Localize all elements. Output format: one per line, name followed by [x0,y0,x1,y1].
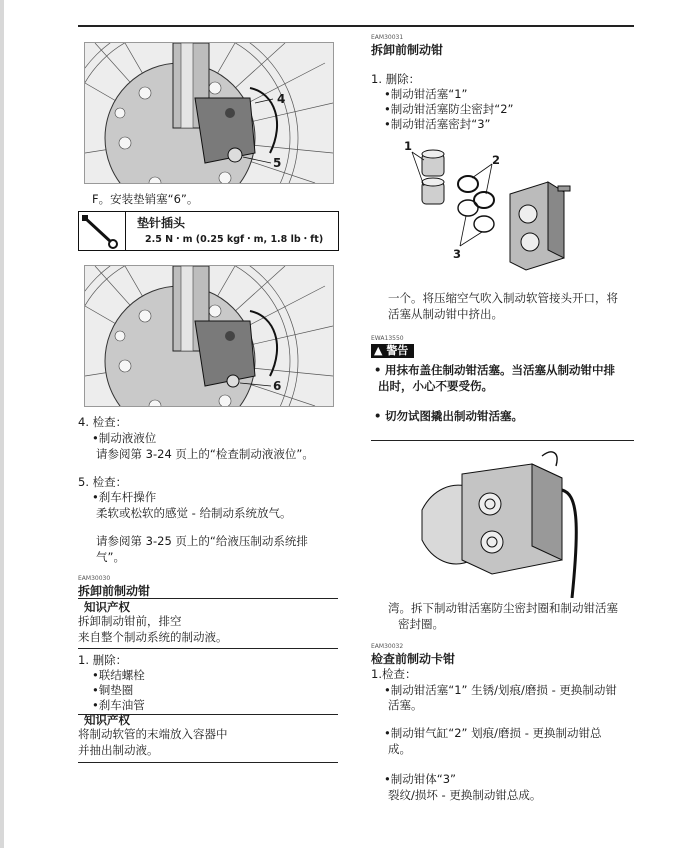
right-remove-item-3: •制动钳活塞密封“3” [384,117,491,131]
step5-item: •刹车杆操作 [92,490,157,504]
section-title: 拆卸前制动钳 [78,584,151,598]
inspect-item-3-line-2: 裂纹/损坏 - 更换制动钳总成。 [388,788,542,802]
inspect-item-2-line-1: •制动钳气缸“2” 划痕/磨损 - 更换制动钳总 [384,726,602,740]
wheel-caliper-illustration-2 [85,266,333,406]
tip-line-1: 拆卸制动钳前，排空 [78,614,182,628]
page-edge [0,0,4,848]
remove-item-1: •联结螺栓 [92,668,145,682]
figure-piston-seals [398,138,598,278]
callout-3: 3 [453,247,462,261]
step-f-text: F。安装垫销塞“6”。 [92,192,199,206]
warning-bullet-1: • [374,363,382,377]
caption2-line-2: 密封圈。 [398,617,444,631]
step4-title: 4. 检查： [78,415,128,429]
torque-wrench-icon [79,212,126,250]
warning-end-rule [371,440,634,441]
inspect-item-2-line-2: 成。 [388,742,411,756]
caption-line-2: 活塞从制动钳中挤出。 [388,307,503,321]
right-section-code: EAM30031 [371,34,404,41]
tip-title: 知识产权 [84,600,130,614]
caption-line-1: 一个。将压缩空气吹入制动软管接头开口，将 [388,291,618,305]
caption2-line-1: 湾。拆下制动钳活塞防尘密封圈和制动钳活塞 [388,601,618,615]
warning-1-line-2: 出时，小心不要受伤。 [378,379,493,393]
inspect-item-1-line-1: •制动钳活塞“1” 生锈/划痕/磨损 - 更换制动钳 [384,683,617,697]
tip-end-rule [78,648,338,649]
step4-ref: 请参阅第 3-24 页上的“检查制动液液位”。 [96,447,314,461]
inspect-item-1-line-2: 活塞。 [388,698,423,712]
right-remove-item-1: •制动钳活塞“1” [384,87,468,101]
tip2-title: 知识产权 [84,713,130,727]
torque-spec-box [78,211,339,251]
callout-2: 2 [492,153,501,167]
tip2-line-2: 并抽出制动液。 [78,743,159,757]
step5-title: 5. 检查： [78,475,128,489]
warning-1-line-1: 用抹布盖住制动钳活塞。当活塞从制动钳中排 [385,363,615,377]
hand-caliper-illustration [412,450,592,598]
torque-value: 2.5 N・m (0.25 kgf・m, 1.8 lb・ft) [145,234,324,245]
step5-ref-line1: 请参阅第 3-25 页上的“给液压制动系统排 [96,534,308,548]
header-rule [78,25,634,27]
right-remove-item-2: •制动钳活塞防尘密封“2” [384,102,514,116]
right-remove-step: 1. 删除： [371,72,421,86]
inspect-item-3-line-1: •制动钳体“3” [384,772,457,786]
callout-1: 1 [404,139,413,153]
warning-badge [371,344,414,358]
callout-6: 6 [273,379,282,393]
callout-4: 4 [277,92,286,106]
figure-seal-removal [412,450,592,598]
inspect-section-code: EAM30032 [371,643,404,650]
right-section-title: 拆卸前制动钳 [371,43,444,57]
step5-result: 柔软或松软的感觉 - 给制动系统放气。 [96,506,292,520]
warning-code: EWA13550 [371,335,404,342]
tip2-line-1: 将制动软管的末端放入容器中 [78,727,228,741]
section-code: EAM30030 [78,575,111,582]
warning-triangle-icon: ▲ [374,344,383,357]
inspect-section-title: 检查前制动卡钳 [371,652,456,666]
torque-title: 垫针插头 [137,216,186,230]
remove-step: 1. 删除： [78,653,128,667]
step5-ref-line2: 气”。 [96,550,125,564]
step4-item: •制动液液位 [92,431,157,445]
figure-brake-caliper-2 [84,265,334,407]
wheel-caliper-illustration [85,43,333,183]
tip2-end-rule [78,762,338,763]
tip-line-2: 来自整个制动系统的制动液。 [78,630,228,644]
warning-bullet-2: • [374,409,382,423]
callout-5: 5 [273,156,282,170]
inspect-step: 1.检查： [371,667,417,681]
remove-item-3: •刹车油管 [92,698,145,712]
figure-brake-caliper-1 [84,42,334,184]
warning-label: 警告 [386,344,409,357]
warning-2: 切勿试图撬出制动钳活塞。 [385,409,523,423]
remove-item-2: •铜垫圈 [92,683,134,697]
